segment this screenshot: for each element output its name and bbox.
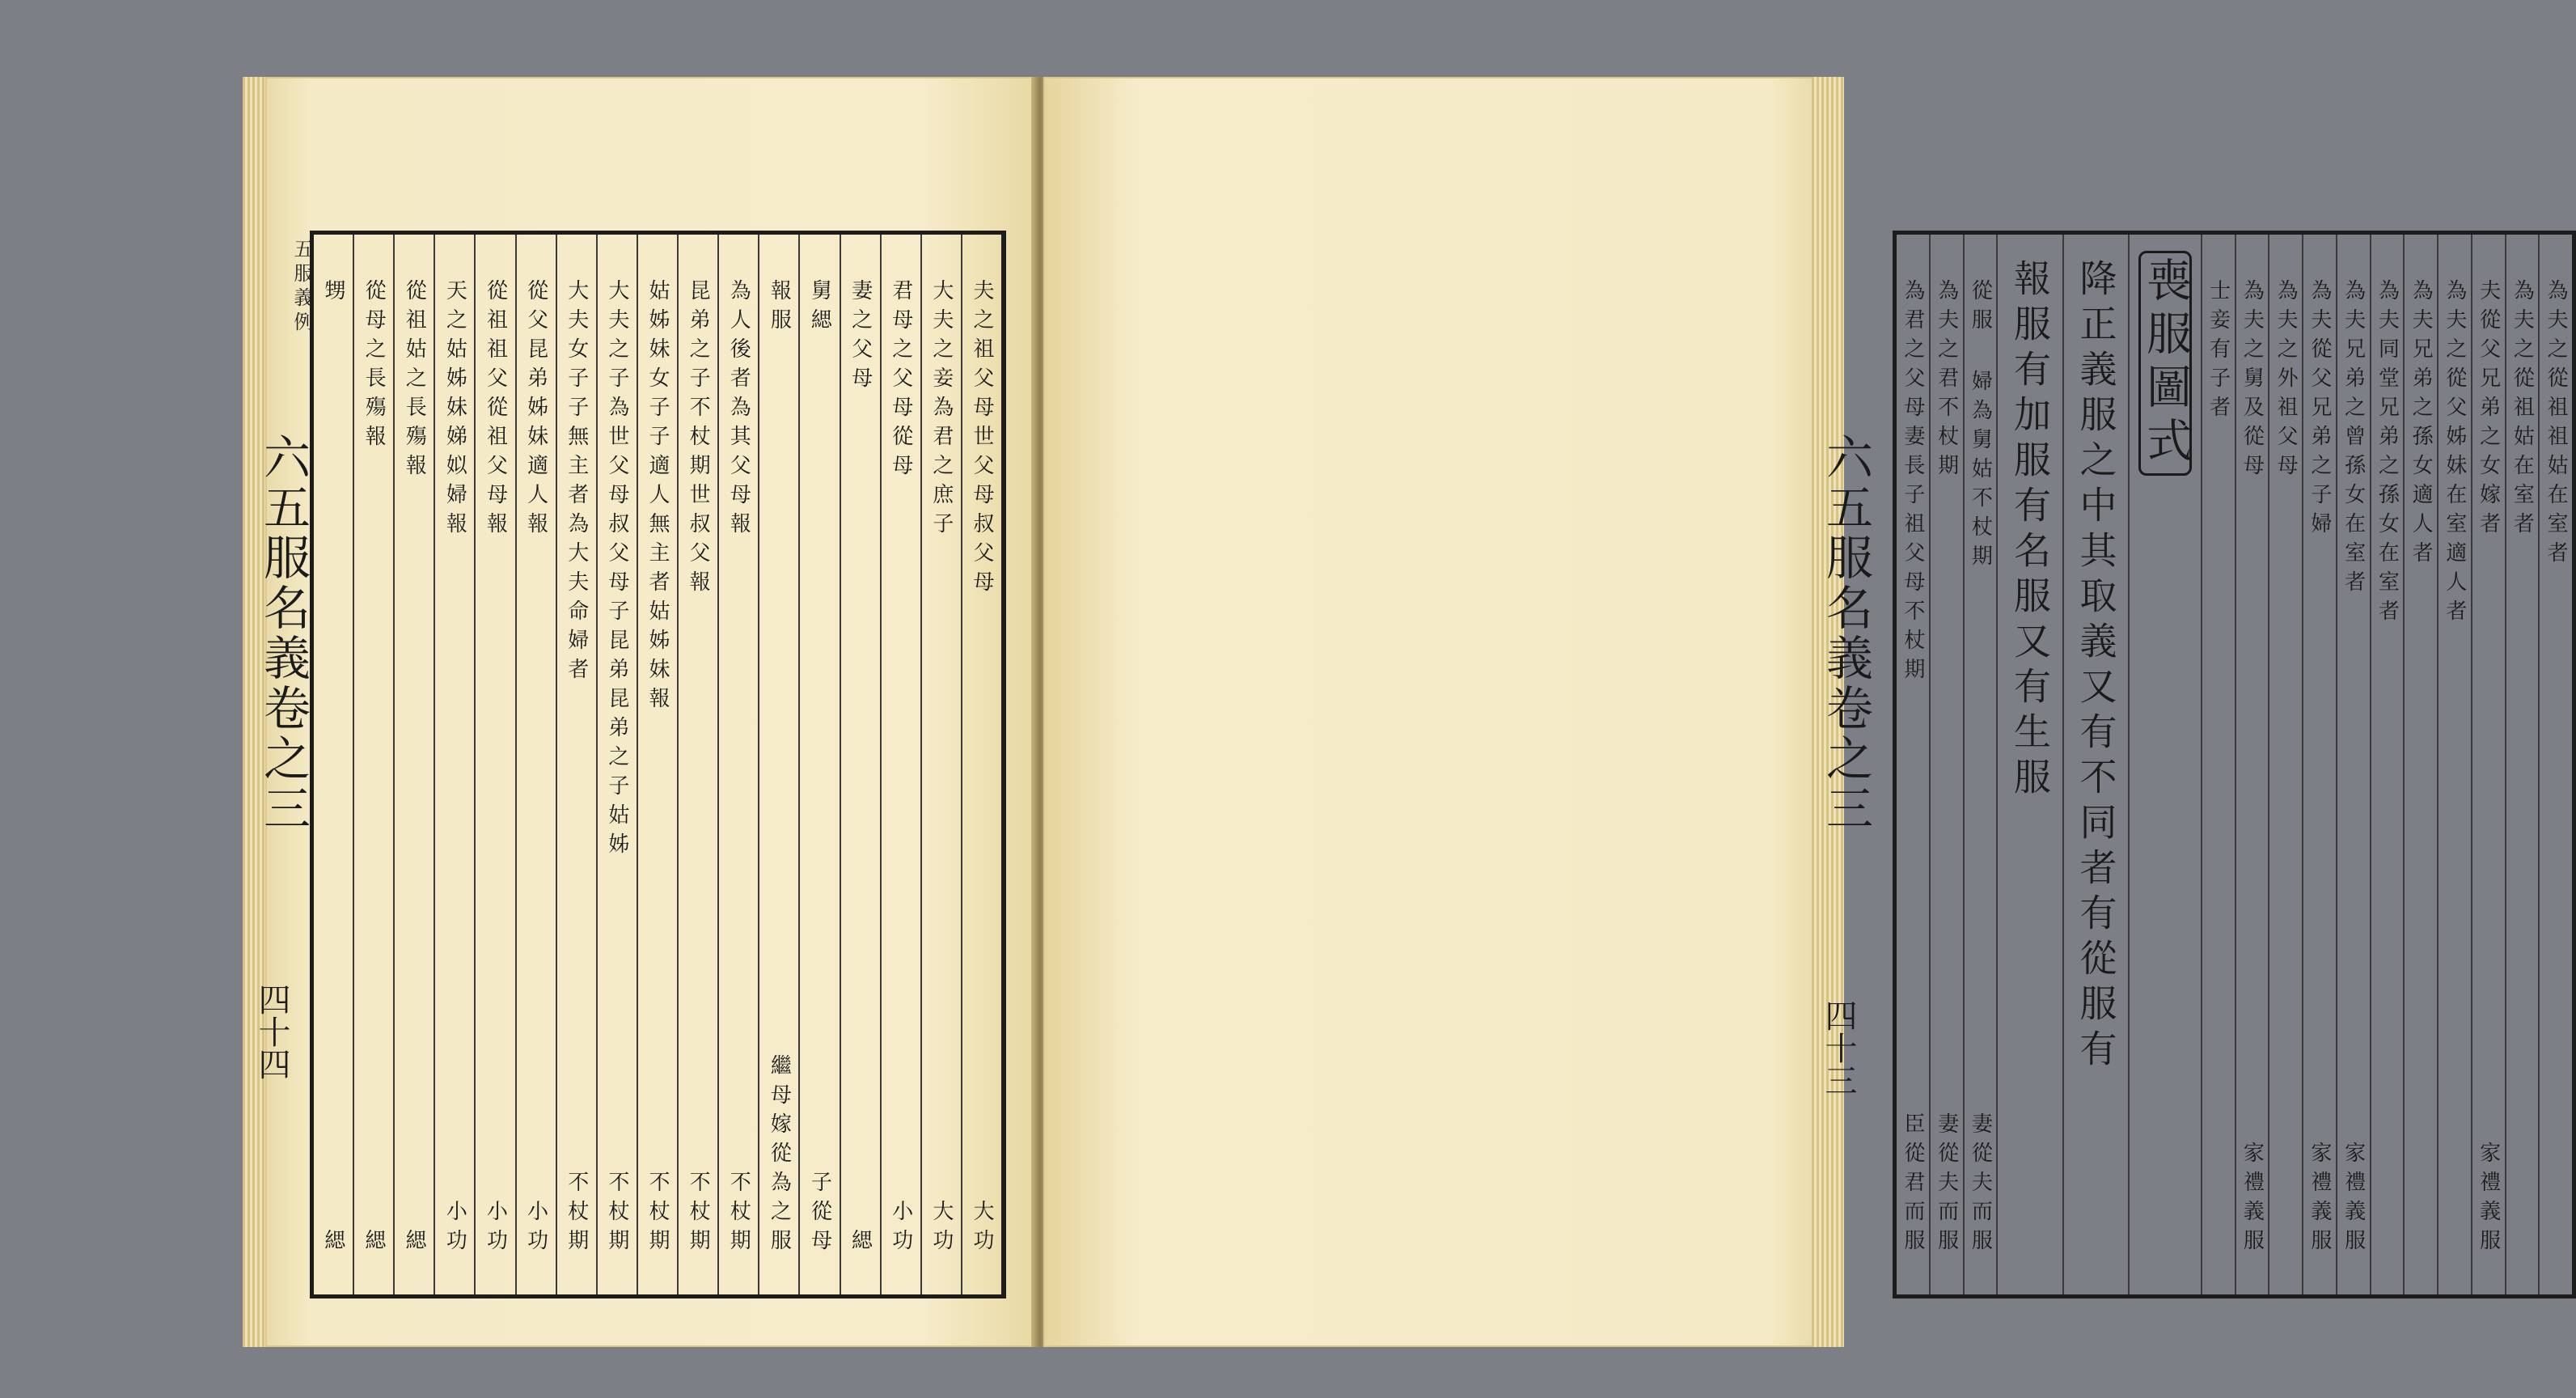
text-column (2538, 235, 2572, 1294)
left-page (265, 77, 1038, 1347)
text-column (1963, 235, 1997, 1294)
column-text: 為夫之從祖祖姑在室者 (2544, 279, 2569, 570)
right-margin-title: 六五服名義卷之三 (1818, 433, 1873, 834)
column-text: 為人後者為其父母報 (726, 279, 751, 541)
text-column (2437, 235, 2471, 1294)
left-columns (314, 235, 1001, 1294)
column-text: 為夫兄弟之孫女適人者 (2409, 279, 2434, 570)
text-column (2302, 235, 2336, 1294)
column-text: 大夫之子為世父母叔父母子昆弟昆弟之子姑姊 (604, 279, 629, 862)
column-text: 為夫之君不杖期 (1934, 279, 1959, 483)
column-note: 臣從君而服 (1900, 1112, 1925, 1258)
column-text: 妻之父母 (848, 279, 873, 396)
text-column (353, 235, 393, 1294)
column-text: 夫之祖父母世父母叔父母 (969, 279, 994, 599)
column-text: 姑姊妹女子子適人無主者姑姊妹報 (645, 279, 670, 716)
text-column (717, 235, 758, 1294)
column-text: 為夫從父兄弟之子婦 (2307, 279, 2332, 541)
text-column (961, 235, 1001, 1294)
right-folio-number: 四十三 (1820, 999, 1857, 1096)
column-note: 小功 (442, 1200, 467, 1258)
text-column (840, 235, 880, 1294)
text-column (758, 235, 798, 1294)
text-column (798, 235, 839, 1294)
column-note: 不杖期 (604, 1171, 629, 1258)
text-column (2235, 235, 2269, 1294)
column-note: 妻從夫而服 (1934, 1112, 1959, 1258)
text-column (515, 235, 556, 1294)
column-text: 士妾有子者 (2206, 279, 2231, 425)
text-column (434, 235, 474, 1294)
column-note: 家禮義服 (2341, 1142, 2366, 1258)
text-column (2505, 235, 2539, 1294)
column-note: 家禮義服 (2307, 1142, 2332, 1258)
text-column (2370, 235, 2404, 1294)
column-text: 從母之長殤報 (362, 279, 387, 454)
column-text: 大夫女子子無主者為大夫命婦者 (564, 279, 589, 687)
left-margin-title: 六五服名義卷之三 (256, 433, 311, 834)
text-column (393, 235, 434, 1294)
text-column (314, 235, 353, 1294)
column-note: 小功 (523, 1200, 548, 1258)
right-columns (1897, 235, 2572, 1294)
column-note: 小功 (483, 1200, 508, 1258)
column-text: 為夫之從祖姑在室者 (2510, 279, 2535, 541)
column-note: 不杖期 (726, 1171, 751, 1258)
left-folio-number: 四十四 (253, 983, 290, 1080)
column-note: 大功 (969, 1200, 994, 1258)
heading-text: 降正義服之中其取義又有不同者有從服有 (2074, 259, 2118, 1074)
column-text: 從祖姑之長殤報 (402, 279, 427, 483)
column-text: 從祖祖父從祖父母報 (483, 279, 508, 541)
column-note: 子從母 (807, 1171, 832, 1258)
column-note: 大功 (928, 1200, 954, 1258)
column-text: 為君之父母妻長子祖父母不杖期 (1900, 279, 1925, 687)
section-title: 喪服圖式 (2138, 251, 2192, 476)
column-note: 不杖期 (564, 1171, 589, 1258)
column-text: 大夫之妾為君之庶子 (928, 279, 954, 541)
column-text: 為夫之舅及從母 (2240, 279, 2265, 483)
text-column (1929, 235, 1963, 1294)
text-column (880, 235, 920, 1294)
column-note: 繼母嫁從為之服 (767, 1054, 792, 1258)
heading-text-column (1996, 235, 2062, 1294)
column-note: 緦 (848, 1229, 873, 1258)
column-note: 不杖期 (686, 1171, 711, 1258)
column-text: 君母之父母從母 (888, 279, 913, 483)
column-note: 妻從夫而服 (1968, 1112, 1993, 1258)
text-column (596, 235, 637, 1294)
column-note: 家禮義服 (2476, 1142, 2501, 1258)
text-column (2336, 235, 2370, 1294)
text-column (2471, 235, 2505, 1294)
column-text: 舅緦 (807, 279, 832, 337)
column-note: 緦 (362, 1229, 387, 1258)
column-text: 為夫之從父姊妹在室適人者 (2442, 279, 2467, 629)
text-column (2403, 235, 2437, 1294)
heading-text-column (2062, 235, 2129, 1294)
column-text: 從父昆弟姊妹適人報 (523, 279, 548, 541)
column-text: 為夫同堂兄弟之孫女在室者 (2375, 279, 2400, 629)
text-column (920, 235, 961, 1294)
text-column (474, 235, 514, 1294)
text-column (1897, 235, 1929, 1294)
text-column (2268, 235, 2302, 1294)
column-note: 家禮義服 (2240, 1142, 2265, 1258)
column-note: 小功 (888, 1200, 913, 1258)
column-text: 夫從父兄弟之女嫁者 (2476, 279, 2501, 541)
column-text: 天之姑姊妹娣姒婦報 (442, 279, 467, 541)
text-column (637, 235, 677, 1294)
column-note: 緦 (402, 1229, 427, 1258)
text-column (677, 235, 717, 1294)
column-text: 甥 (320, 279, 345, 308)
open-book (243, 77, 2569, 1347)
column-text: 報服 (767, 279, 792, 337)
text-column (556, 235, 596, 1294)
column-text: 為夫兄弟之曾孫女在室者 (2341, 279, 2366, 599)
column-text: 從服 婦為舅姑不杖期 (1968, 279, 1993, 574)
column-note: 不杖期 (645, 1171, 670, 1258)
column-note: 緦 (320, 1229, 345, 1258)
heading-text: 報服有加服有名服又有生服 (2008, 259, 2053, 803)
right-text-frame (1893, 231, 2576, 1298)
left-inner-header: 五服義例 (290, 239, 313, 336)
column-text: 為夫之外祖父母 (2274, 279, 2299, 483)
text-column (2201, 235, 2235, 1294)
column-text: 昆弟之子不杖期世叔父報 (686, 279, 711, 599)
heading-column (2128, 235, 2200, 1294)
left-text-frame (310, 231, 1006, 1298)
